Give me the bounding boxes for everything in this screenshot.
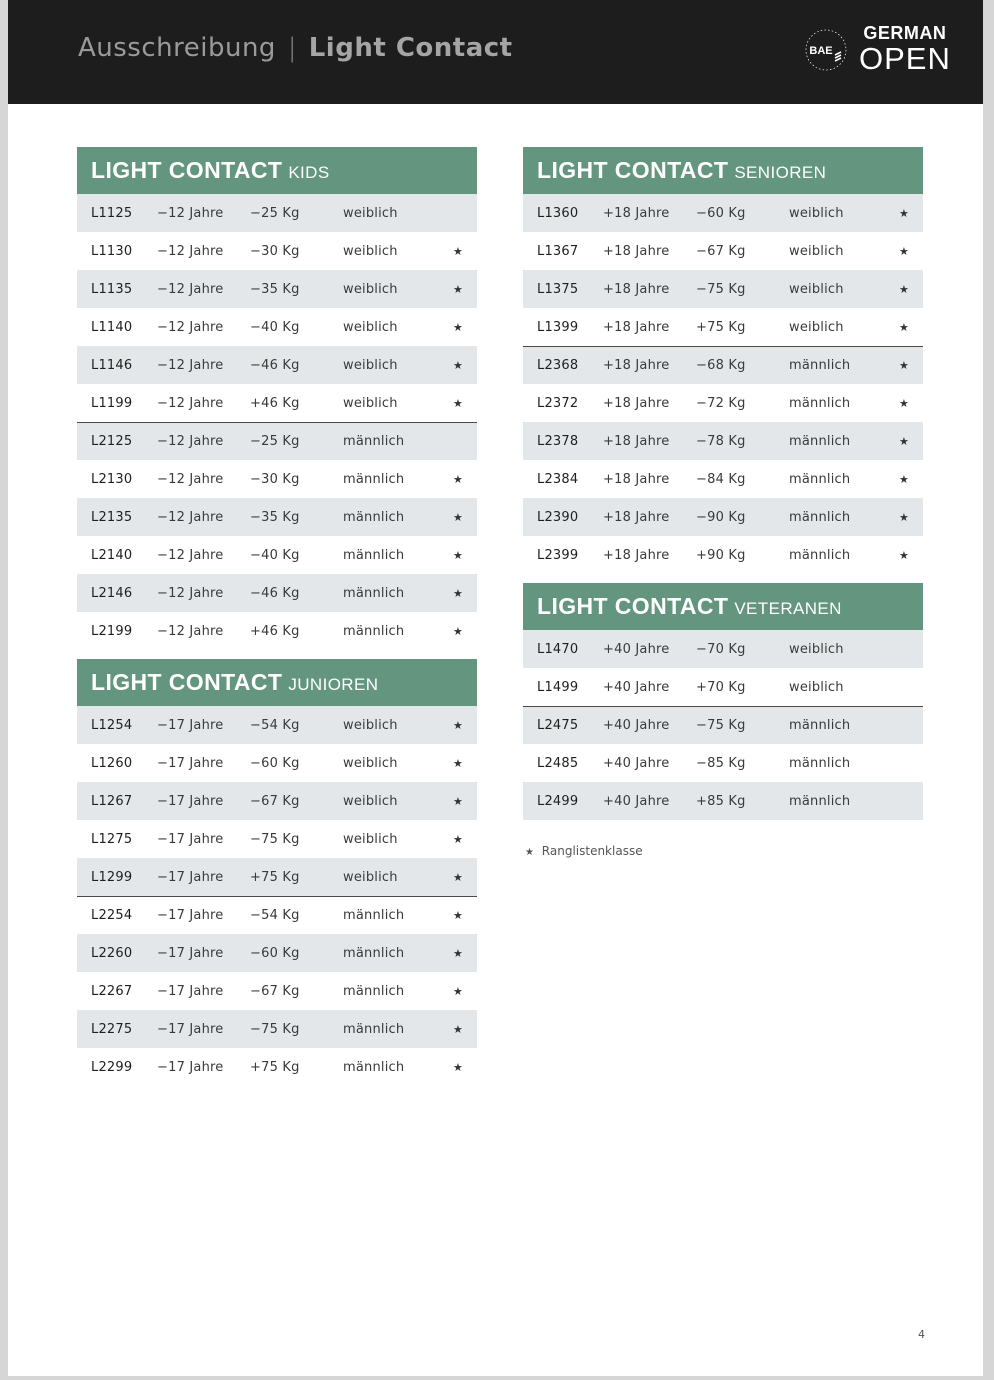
gender: männlich bbox=[343, 547, 405, 563]
table-row bbox=[523, 536, 923, 574]
category-code: L2499 bbox=[537, 793, 579, 809]
gender: männlich bbox=[343, 945, 405, 961]
weight-class: −35 Kg bbox=[250, 281, 300, 297]
page-header bbox=[8, 0, 983, 104]
weight-class: −67 Kg bbox=[250, 983, 300, 999]
age-class: −12 Jahre bbox=[157, 623, 224, 639]
age-class: −12 Jahre bbox=[157, 547, 224, 563]
ranking-star-icon: ★ bbox=[452, 510, 464, 524]
gender: männlich bbox=[789, 433, 851, 449]
gender: weiblich bbox=[789, 243, 844, 259]
age-class: −17 Jahre bbox=[157, 869, 224, 885]
ranking-star-icon: ★ bbox=[452, 832, 464, 846]
table-row bbox=[77, 896, 477, 934]
age-class: −12 Jahre bbox=[157, 357, 224, 373]
gender: männlich bbox=[343, 1059, 405, 1075]
left-column bbox=[77, 147, 477, 1086]
weight-class: −25 Kg bbox=[250, 434, 300, 449]
weight-class: −60 Kg bbox=[696, 205, 746, 221]
section-junioren-header bbox=[77, 659, 477, 706]
ranking-star-icon: ★ bbox=[898, 206, 910, 220]
weight-class: +85 Kg bbox=[696, 793, 746, 809]
weight-class: −40 Kg bbox=[250, 547, 300, 563]
weight-class: +46 Kg bbox=[250, 623, 300, 639]
age-class: −12 Jahre bbox=[157, 395, 224, 411]
table-row bbox=[77, 308, 477, 346]
gender: männlich bbox=[789, 718, 851, 733]
section-subtitle: KIDS bbox=[288, 162, 330, 182]
weight-class: −78 Kg bbox=[696, 433, 746, 449]
weight-class: −68 Kg bbox=[696, 358, 746, 373]
ranking-star-icon: ★ bbox=[452, 946, 464, 960]
ranking-star-icon: ★ bbox=[898, 510, 910, 524]
table-row bbox=[77, 460, 477, 498]
weight-class: −84 Kg bbox=[696, 471, 746, 487]
table-row bbox=[77, 384, 477, 422]
weight-class: −30 Kg bbox=[250, 471, 300, 487]
gender: weiblich bbox=[789, 281, 844, 297]
category-code: L1140 bbox=[91, 319, 133, 335]
gender: männlich bbox=[343, 585, 405, 601]
gender: weiblich bbox=[343, 755, 398, 771]
weight-class: −75 Kg bbox=[696, 718, 746, 733]
weight-class: +75 Kg bbox=[696, 319, 746, 335]
ranking-star-icon: ★ bbox=[452, 396, 464, 410]
category-code: L1299 bbox=[91, 869, 133, 885]
weight-class: −90 Kg bbox=[696, 509, 746, 525]
ranking-star-icon: ★ bbox=[452, 794, 464, 808]
category-code: L2199 bbox=[91, 623, 133, 639]
table-row bbox=[77, 858, 477, 896]
ranking-star-icon: ★ bbox=[452, 358, 464, 372]
age-class: +18 Jahre bbox=[603, 319, 670, 335]
weight-class: −54 Kg bbox=[250, 717, 300, 733]
age-class: −17 Jahre bbox=[157, 755, 224, 771]
ranking-star-icon: ★ bbox=[452, 909, 464, 922]
category-code: L2390 bbox=[537, 509, 579, 525]
ranking-star-icon: ★ bbox=[898, 244, 910, 258]
age-class: +18 Jahre bbox=[603, 509, 670, 525]
gender: weiblich bbox=[789, 679, 844, 695]
gender: männlich bbox=[343, 434, 405, 449]
table-row bbox=[77, 422, 477, 460]
category-code: L1125 bbox=[91, 205, 133, 221]
section-senioren-header bbox=[523, 147, 923, 194]
gender: weiblich bbox=[789, 641, 844, 657]
table-row bbox=[77, 820, 477, 858]
category-code: L2267 bbox=[91, 983, 133, 999]
ranking-star-icon: ★ bbox=[898, 282, 910, 296]
age-class: −17 Jahre bbox=[157, 717, 224, 733]
age-class: −12 Jahre bbox=[157, 585, 224, 601]
category-code: L1135 bbox=[91, 281, 133, 297]
age-class: −17 Jahre bbox=[157, 1021, 224, 1037]
weight-class: −60 Kg bbox=[250, 755, 300, 771]
age-class: −17 Jahre bbox=[157, 1059, 224, 1075]
ranking-star-icon: ★ bbox=[898, 359, 910, 372]
category-code: L1130 bbox=[91, 243, 133, 259]
table-row bbox=[523, 270, 923, 308]
category-code: L1499 bbox=[537, 679, 579, 695]
age-class: −17 Jahre bbox=[157, 983, 224, 999]
age-class: +18 Jahre bbox=[603, 205, 670, 221]
gender: männlich bbox=[789, 358, 851, 373]
gender: männlich bbox=[789, 755, 851, 771]
table-row bbox=[523, 744, 923, 782]
star-icon: ★ bbox=[525, 847, 534, 858]
section-subtitle: JUNIOREN bbox=[288, 674, 379, 694]
age-class: +18 Jahre bbox=[603, 395, 670, 411]
category-code: L2146 bbox=[91, 585, 133, 601]
category-code: L1146 bbox=[91, 357, 133, 373]
age-class: +18 Jahre bbox=[603, 547, 670, 563]
weight-class: −72 Kg bbox=[696, 395, 746, 411]
table-row bbox=[77, 1048, 477, 1086]
title-bold: Light Contact bbox=[308, 33, 513, 63]
bae-logo-icon bbox=[804, 28, 848, 72]
category-code: L2368 bbox=[537, 358, 579, 373]
weight-class: +75 Kg bbox=[250, 1059, 300, 1075]
weight-class: −75 Kg bbox=[696, 281, 746, 297]
age-class: +40 Jahre bbox=[603, 755, 670, 771]
ranking-star-icon: ★ bbox=[452, 472, 464, 486]
ranking-star-icon: ★ bbox=[898, 396, 910, 410]
ranking-star-icon: ★ bbox=[898, 472, 910, 486]
age-class: −17 Jahre bbox=[157, 831, 224, 847]
age-class: −12 Jahre bbox=[157, 205, 224, 221]
table-row bbox=[523, 498, 923, 536]
gender: weiblich bbox=[343, 243, 398, 259]
section-veteranen-header bbox=[523, 583, 923, 630]
category-code: L2260 bbox=[91, 945, 133, 961]
ranking-star-icon: ★ bbox=[898, 320, 910, 334]
age-class: −17 Jahre bbox=[157, 945, 224, 961]
category-code: L2125 bbox=[91, 434, 133, 449]
age-class: +40 Jahre bbox=[603, 793, 670, 809]
document-page bbox=[8, 0, 983, 1376]
table-row bbox=[523, 668, 923, 706]
gender: männlich bbox=[789, 395, 851, 411]
senioren-rows bbox=[523, 194, 923, 574]
table-row bbox=[77, 934, 477, 972]
weight-class: −67 Kg bbox=[696, 243, 746, 259]
logo-bottom-text: OPEN bbox=[859, 41, 951, 76]
german-open-logo bbox=[859, 24, 951, 74]
category-code: L1254 bbox=[91, 717, 133, 733]
age-class: −12 Jahre bbox=[157, 243, 224, 259]
table-row bbox=[77, 498, 477, 536]
gender: männlich bbox=[343, 1021, 405, 1037]
weight-class: −35 Kg bbox=[250, 509, 300, 525]
table-row bbox=[77, 612, 477, 650]
gender: männlich bbox=[789, 471, 851, 487]
table-row bbox=[523, 460, 923, 498]
category-code: L1367 bbox=[537, 243, 579, 259]
page-number: 4 bbox=[918, 1328, 925, 1341]
category-code: L2485 bbox=[537, 755, 579, 771]
weight-class: −60 Kg bbox=[250, 945, 300, 961]
category-code: L2130 bbox=[91, 471, 133, 487]
category-code: L2135 bbox=[91, 509, 133, 525]
category-code: L2140 bbox=[91, 547, 133, 563]
weight-class: +70 Kg bbox=[696, 679, 746, 695]
age-class: −17 Jahre bbox=[157, 793, 224, 809]
category-code: L1470 bbox=[537, 641, 579, 657]
gender: männlich bbox=[343, 509, 405, 525]
title-separator: | bbox=[287, 33, 297, 63]
age-class: −12 Jahre bbox=[157, 509, 224, 525]
ranking-star-icon: ★ bbox=[452, 244, 464, 258]
kids-rows bbox=[77, 194, 477, 650]
ranking-star-icon: ★ bbox=[898, 548, 910, 562]
ranking-star-icon: ★ bbox=[452, 624, 464, 638]
table-row bbox=[523, 706, 923, 744]
age-class: +18 Jahre bbox=[603, 281, 670, 297]
category-code: L2372 bbox=[537, 395, 579, 411]
table-row bbox=[523, 384, 923, 422]
category-code: L1375 bbox=[537, 281, 579, 297]
category-code: L1199 bbox=[91, 395, 133, 411]
gender: männlich bbox=[343, 908, 405, 923]
table-row bbox=[523, 232, 923, 270]
legend bbox=[523, 844, 923, 858]
weight-class: −85 Kg bbox=[696, 755, 746, 771]
table-row bbox=[523, 422, 923, 460]
gender: männlich bbox=[789, 547, 851, 563]
section-junioren bbox=[77, 659, 477, 1086]
junioren-rows bbox=[77, 706, 477, 1086]
table-row bbox=[523, 346, 923, 384]
right-column bbox=[523, 147, 923, 858]
table-row bbox=[77, 346, 477, 384]
ranking-star-icon: ★ bbox=[452, 282, 464, 296]
table-row bbox=[77, 574, 477, 612]
gender: weiblich bbox=[343, 319, 398, 335]
category-code: L2475 bbox=[537, 718, 579, 733]
weight-class: +46 Kg bbox=[250, 395, 300, 411]
age-class: −12 Jahre bbox=[157, 319, 224, 335]
section-title: LIGHT CONTACT bbox=[91, 157, 283, 183]
ranking-star-icon: ★ bbox=[452, 756, 464, 770]
gender: weiblich bbox=[343, 869, 398, 885]
section-title: LIGHT CONTACT bbox=[537, 593, 729, 619]
weight-class: −25 Kg bbox=[250, 205, 300, 221]
title-light: Ausschreibung bbox=[78, 33, 276, 63]
gender: weiblich bbox=[343, 395, 398, 411]
legend-text: Ranglistenklasse bbox=[541, 844, 643, 858]
table-row bbox=[523, 308, 923, 346]
gender: weiblich bbox=[343, 357, 398, 373]
weight-class: −30 Kg bbox=[250, 243, 300, 259]
ranking-star-icon: ★ bbox=[898, 434, 910, 448]
table-row bbox=[77, 782, 477, 820]
gender: weiblich bbox=[343, 717, 398, 733]
gender: weiblich bbox=[343, 793, 398, 809]
age-class: −12 Jahre bbox=[157, 281, 224, 297]
table-row bbox=[77, 194, 477, 232]
gender: weiblich bbox=[343, 205, 398, 221]
section-title: LIGHT CONTACT bbox=[91, 669, 283, 695]
gender: weiblich bbox=[789, 319, 844, 335]
table-row bbox=[523, 630, 923, 668]
gender: männlich bbox=[343, 983, 405, 999]
age-class: +18 Jahre bbox=[603, 358, 670, 373]
table-row bbox=[77, 972, 477, 1010]
ranking-star-icon: ★ bbox=[452, 586, 464, 600]
age-class: +40 Jahre bbox=[603, 718, 670, 733]
weight-class: −70 Kg bbox=[696, 641, 746, 657]
category-code: L1399 bbox=[537, 319, 579, 335]
category-code: L1267 bbox=[91, 793, 133, 809]
table-row bbox=[523, 782, 923, 820]
category-code: L2254 bbox=[91, 908, 133, 923]
logo-top-text: GERMAN bbox=[863, 23, 947, 43]
ranking-star-icon: ★ bbox=[452, 548, 464, 562]
weight-class: −46 Kg bbox=[250, 357, 300, 373]
age-class: +18 Jahre bbox=[603, 243, 670, 259]
section-title: LIGHT CONTACT bbox=[537, 157, 729, 183]
category-code: L2299 bbox=[91, 1059, 133, 1075]
section-veteranen bbox=[523, 583, 923, 820]
ranking-star-icon: ★ bbox=[452, 1060, 464, 1074]
weight-class: −54 Kg bbox=[250, 908, 300, 923]
category-code: L2384 bbox=[537, 471, 579, 487]
age-class: −17 Jahre bbox=[157, 908, 224, 923]
ranking-star-icon: ★ bbox=[452, 320, 464, 334]
gender: männlich bbox=[789, 509, 851, 525]
gender: weiblich bbox=[343, 831, 398, 847]
section-subtitle: VETERANEN bbox=[734, 598, 842, 618]
category-code: L2275 bbox=[91, 1021, 133, 1037]
weight-class: −46 Kg bbox=[250, 585, 300, 601]
category-code: L1260 bbox=[91, 755, 133, 771]
weight-class: −75 Kg bbox=[250, 831, 300, 847]
section-senioren bbox=[523, 147, 923, 574]
age-class: −12 Jahre bbox=[157, 471, 224, 487]
weight-class: −67 Kg bbox=[250, 793, 300, 809]
gender: weiblich bbox=[343, 281, 398, 297]
veteranen-rows bbox=[523, 630, 923, 820]
table-row bbox=[77, 270, 477, 308]
weight-class: −40 Kg bbox=[250, 319, 300, 335]
page-title bbox=[78, 33, 513, 63]
category-code: L2378 bbox=[537, 433, 579, 449]
category-code: L1275 bbox=[91, 831, 133, 847]
table-row bbox=[77, 232, 477, 270]
age-class: +18 Jahre bbox=[603, 433, 670, 449]
table-row bbox=[77, 706, 477, 744]
gender: männlich bbox=[789, 793, 851, 809]
ranking-star-icon: ★ bbox=[452, 718, 464, 732]
gender: weiblich bbox=[789, 205, 844, 221]
table-row bbox=[77, 1010, 477, 1048]
table-row bbox=[77, 536, 477, 574]
age-class: −12 Jahre bbox=[157, 434, 224, 449]
age-class: +40 Jahre bbox=[603, 641, 670, 657]
logo-mark-text: BAE bbox=[809, 45, 833, 57]
gender: männlich bbox=[343, 623, 405, 639]
weight-class: +90 Kg bbox=[696, 547, 746, 563]
table-row bbox=[77, 744, 477, 782]
table-row bbox=[523, 194, 923, 232]
ranking-star-icon: ★ bbox=[452, 1022, 464, 1036]
age-class: +18 Jahre bbox=[603, 471, 670, 487]
weight-class: +75 Kg bbox=[250, 869, 300, 885]
weight-class: −75 Kg bbox=[250, 1021, 300, 1037]
gender: männlich bbox=[343, 471, 405, 487]
ranking-star-icon: ★ bbox=[452, 870, 464, 884]
section-subtitle: SENIOREN bbox=[734, 162, 827, 182]
section-kids-header bbox=[77, 147, 477, 194]
age-class: +40 Jahre bbox=[603, 679, 670, 695]
category-code: L1360 bbox=[537, 205, 579, 221]
ranking-star-icon: ★ bbox=[452, 984, 464, 998]
section-kids bbox=[77, 147, 477, 650]
category-code: L2399 bbox=[537, 547, 579, 563]
